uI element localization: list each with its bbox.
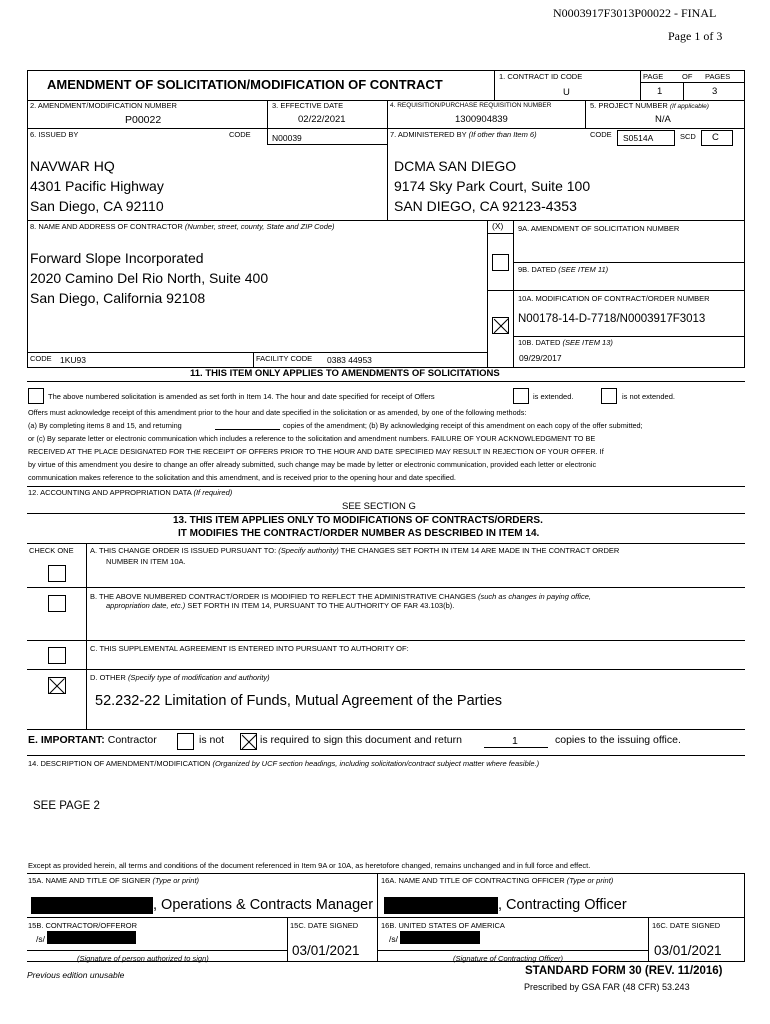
box3-label: 3. EFFECTIVE DATE (272, 101, 344, 110)
item15c-label: 15C. DATE SIGNED (290, 921, 359, 930)
administered-by-line-2: 9174 Sky Park Court, Suite 100 (394, 178, 591, 194)
issued-by-line-2: 4301 Pacific Highway (30, 178, 164, 194)
box10-checkbox[interactable] (492, 317, 509, 334)
item16a-value: , Contracting Officer (498, 897, 627, 913)
box2-label: 2. AMENDMENT/MODIFICATION NUMBER (30, 101, 177, 110)
item11-title: 11. THIS ITEM ONLY APPLIES TO AMENDMENTS OF SOLICITATIONS (190, 368, 500, 379)
modification-number: P00022 (125, 114, 162, 126)
item11-line-7: communication makes reference to the solicitation and this amendment, and is received prior to the opening hour and date specified. (28, 473, 456, 482)
item13d-checkbox[interactable] (48, 677, 66, 694)
box10b-date: 09/29/2017 (519, 353, 562, 363)
footer-left: Previous edition unusable (27, 970, 125, 980)
item13d-value: 52.232-22 Limitation of Funds, Mutual Agreement of the Parties (95, 693, 503, 709)
item13b-checkbox[interactable] (48, 595, 66, 612)
item16c-label: 16C. DATE SIGNED (652, 921, 721, 930)
modification-of-contract-number: N00178-14-D-7718/N0003917F3013 (518, 313, 706, 325)
is-required-checkbox[interactable] (240, 733, 257, 750)
of-label: OF (682, 72, 693, 81)
x-column-label: (X) (492, 221, 504, 231)
effective-date: 02/22/2021 (298, 114, 346, 125)
item11-line-3b: copies of the amendment; (b) By acknowledging receipt of this amendment on each copy of the offer submitted; (283, 421, 643, 430)
contractor-signature-prefix: /s/ (36, 934, 45, 944)
contractor-signature-redaction (47, 931, 136, 944)
item11-line-5: RECEIVED AT THE PLACE DESIGNATED FOR THE RECEIPT OF OFFERS PRIOR TO THE HOUR AND DATE SPECIFIED MAY RESULT IN REJECTION OF YOUR OFFER. If (28, 447, 604, 456)
item14-value: SEE PAGE 2 (33, 800, 100, 812)
item11-checkbox[interactable] (28, 388, 44, 404)
item15a-value: , Operations & Contracts Manager (153, 897, 374, 913)
pages-label: PAGES (705, 72, 731, 81)
item16a-label: 16A. NAME AND TITLE OF CONTRACTING OFFICER (Type or print) (381, 876, 614, 885)
item13d-label: D. OTHER (Specify type of modification and authority) (90, 673, 270, 682)
item13-title-1: 13. THIS ITEM APPLIES ONLY TO MODIFICATIONS OF CONTRACTS/ORDERS. (173, 515, 543, 526)
issued-by-line-3: San Diego, CA 92110 (30, 198, 164, 214)
issued-by-line-1: NAVWAR HQ (30, 158, 115, 174)
form-title: AMENDMENT OF SOLICITATION/MODIFICATION OF CONTRACT (47, 77, 443, 92)
item11-line-3a: (a) By completing items 8 and 15, and returning (28, 421, 182, 430)
issued-by-code: N00039 (272, 133, 302, 143)
important-row: E. IMPORTANT: Contractor (28, 734, 157, 746)
item15a-label: 15A. NAME AND TITLE OF SIGNER (Type or print) (28, 876, 200, 885)
item16b-caption: (Signature of Contracting Officer) (453, 954, 564, 963)
box7-code-label: CODE (590, 130, 612, 139)
box5-label: 5. PROJECT NUMBER (If applicable) (590, 101, 709, 110)
item13a-checkbox[interactable] (48, 565, 66, 582)
item11-line-1: The above numbered solicitation is amended as set forth in Item 14. The hour and date specified for receipt of Offers (48, 392, 435, 401)
contract-id-code-value: U (563, 87, 570, 98)
item16c-date: 03/01/2021 (654, 943, 722, 958)
is-required-label: is required to sign this document and return (260, 734, 462, 746)
box10b-label: 10B. DATED (SEE ITEM 13) (518, 338, 613, 347)
item12-label: 12. ACCOUNTING AND APPROPRIATION DATA (If required) (28, 488, 233, 497)
is-extended-label: is extended. (533, 392, 574, 401)
contractor-line-2: 2020 Camino Del Rio North, Suite 400 (30, 270, 269, 286)
is-not-label: is not (199, 734, 225, 746)
page-label: PAGE (643, 72, 664, 81)
box4-label: 4. REQUISITION/PURCHASE REQUISITION NUMBER (390, 102, 552, 109)
officer-signature-prefix: /s/ (389, 934, 398, 944)
footer-form-number: STANDARD FORM 30 (REV. 11/2016) (525, 965, 723, 977)
pages-value: 3 (712, 86, 718, 97)
check-one-label: CHECK ONE (29, 546, 74, 555)
item13c-text: C. THIS SUPPLEMENTAL AGREEMENT IS ENTERED INTO PURSUANT TO AUTHORITY OF: (90, 644, 409, 653)
footer-prescribed: Prescribed by GSA FAR (48 CFR) 53.243 (524, 982, 690, 992)
is-not-checkbox[interactable] (177, 733, 194, 750)
facility-code: 0383 44953 (327, 355, 372, 365)
box9-checkbox[interactable] (492, 254, 509, 271)
box9a-label: 9A. AMENDMENT OF SOLICITATION NUMBER (518, 224, 680, 233)
scd-label: SCD (680, 132, 696, 141)
administered-by-line-1: DCMA SAN DIEGO (394, 158, 517, 174)
contractor-code: 1KU93 (60, 355, 86, 365)
box7-label: 7. ADMINISTERED BY (If other than Item 6) (390, 130, 537, 139)
is-not-extended-checkbox[interactable] (601, 388, 617, 404)
is-not-extended-label: is not extended. (622, 392, 675, 401)
item11-line-2: Offers must acknowledge receipt of this amendment prior to the hour and date specified in the solicitation or as amended, by one of the following methods: (28, 408, 527, 417)
item11-line-6: by virtue of this amendment you desire to change an offer already submitted, such change may be made by letter or electronic communication, provided each letter or electronic (28, 460, 597, 469)
project-number: N/A (655, 114, 671, 125)
officer-signature-redaction (400, 931, 480, 944)
box8-label: 8. NAME AND ADDRESS OF CONTRACTOR (Number, street, county, State and ZIP Code) (30, 222, 335, 231)
administered-by-line-3: SAN DIEGO, CA 92123-4353 (394, 198, 577, 214)
facility-code-label: FACILITY CODE (256, 354, 313, 363)
item13c-checkbox[interactable] (48, 647, 66, 664)
item16b-label: 16B. UNITED STATES OF AMERICA (381, 921, 505, 930)
item14-label: 14. DESCRIPTION OF AMENDMENT/MODIFICATION (Organized by UCF section headings, including solicitation/contract subject matter where feasible.) (28, 759, 540, 768)
box6-label: 6. ISSUED BY (30, 130, 79, 139)
scd-value: C (712, 132, 719, 143)
administered-by-code: S0514A (623, 133, 654, 143)
box9b-label: 9B. DATED (SEE ITEM 11) (518, 265, 609, 274)
page-number: Page 1 of 3 (668, 29, 723, 43)
item11-line-4: or (c) By separate letter or electronic communication which includes a reference to the solicitation and amendment numbers. FAILURE OF YOUR ACKNOWLEDGMENT TO BE (28, 434, 596, 443)
item15b-label: 15B. CONTRACTOR/OFFEROR (28, 921, 138, 930)
item13b-line-2: appropriation date, etc.) SET FORTH IN ITEM 14, PURSUANT TO THE AUTHORITY OF FAR 43.103(b). (106, 601, 455, 610)
officer-name-redaction (384, 897, 498, 914)
item13b-line-1: B. THE ABOVE NUMBERED CONTRACT/ORDER IS MODIFIED TO REFLECT THE ADMINISTRATIVE CHANGES (such as changes in paying office, (90, 592, 591, 601)
copies-rest-label: copies to the issuing office. (555, 734, 681, 746)
requisition-number: 1300904839 (455, 114, 508, 125)
item12-value: SEE SECTION G (342, 501, 416, 512)
is-extended-checkbox[interactable] (513, 388, 529, 404)
contract-id-code-label: 1. CONTRACT ID CODE (499, 72, 583, 81)
contractor-code-label: CODE (30, 354, 52, 363)
contractor-line-3: San Diego, California 92108 (30, 290, 206, 306)
document-id: N0003917F3013P00022 - FINAL (553, 6, 717, 20)
item13a-line-2: NUMBER IN ITEM 10A. (106, 557, 186, 566)
page-value: 1 (657, 86, 663, 97)
item15c-date: 03/01/2021 (292, 943, 360, 958)
copies-value: 1 (512, 735, 518, 747)
signer-name-redaction (31, 897, 153, 914)
except-text: Except as provided herein, all terms and conditions of the document referenced in Item 9A or 10A, as heretofore changed, remains unchanged and in full force and effect. (28, 861, 591, 870)
item15b-caption: (Signature of person authorized to sign) (77, 954, 209, 963)
item13a-line-1: A. THIS CHANGE ORDER IS ISSUED PURSUANT TO: (Specify authority) THE CHANGES SET FORTH IN ITEM 14 ARE MADE IN THE CONTRACT ORDER (90, 546, 620, 555)
box10a-label: 10A. MODIFICATION OF CONTRACT/ORDER NUMBER (518, 294, 710, 303)
contractor-line-1: Forward Slope Incorporated (30, 250, 204, 266)
box6-code-label: CODE (229, 130, 251, 139)
item13-title-2: IT MODIFIES THE CONTRACT/ORDER NUMBER AS DESCRIBED IN ITEM 14. (178, 528, 540, 539)
